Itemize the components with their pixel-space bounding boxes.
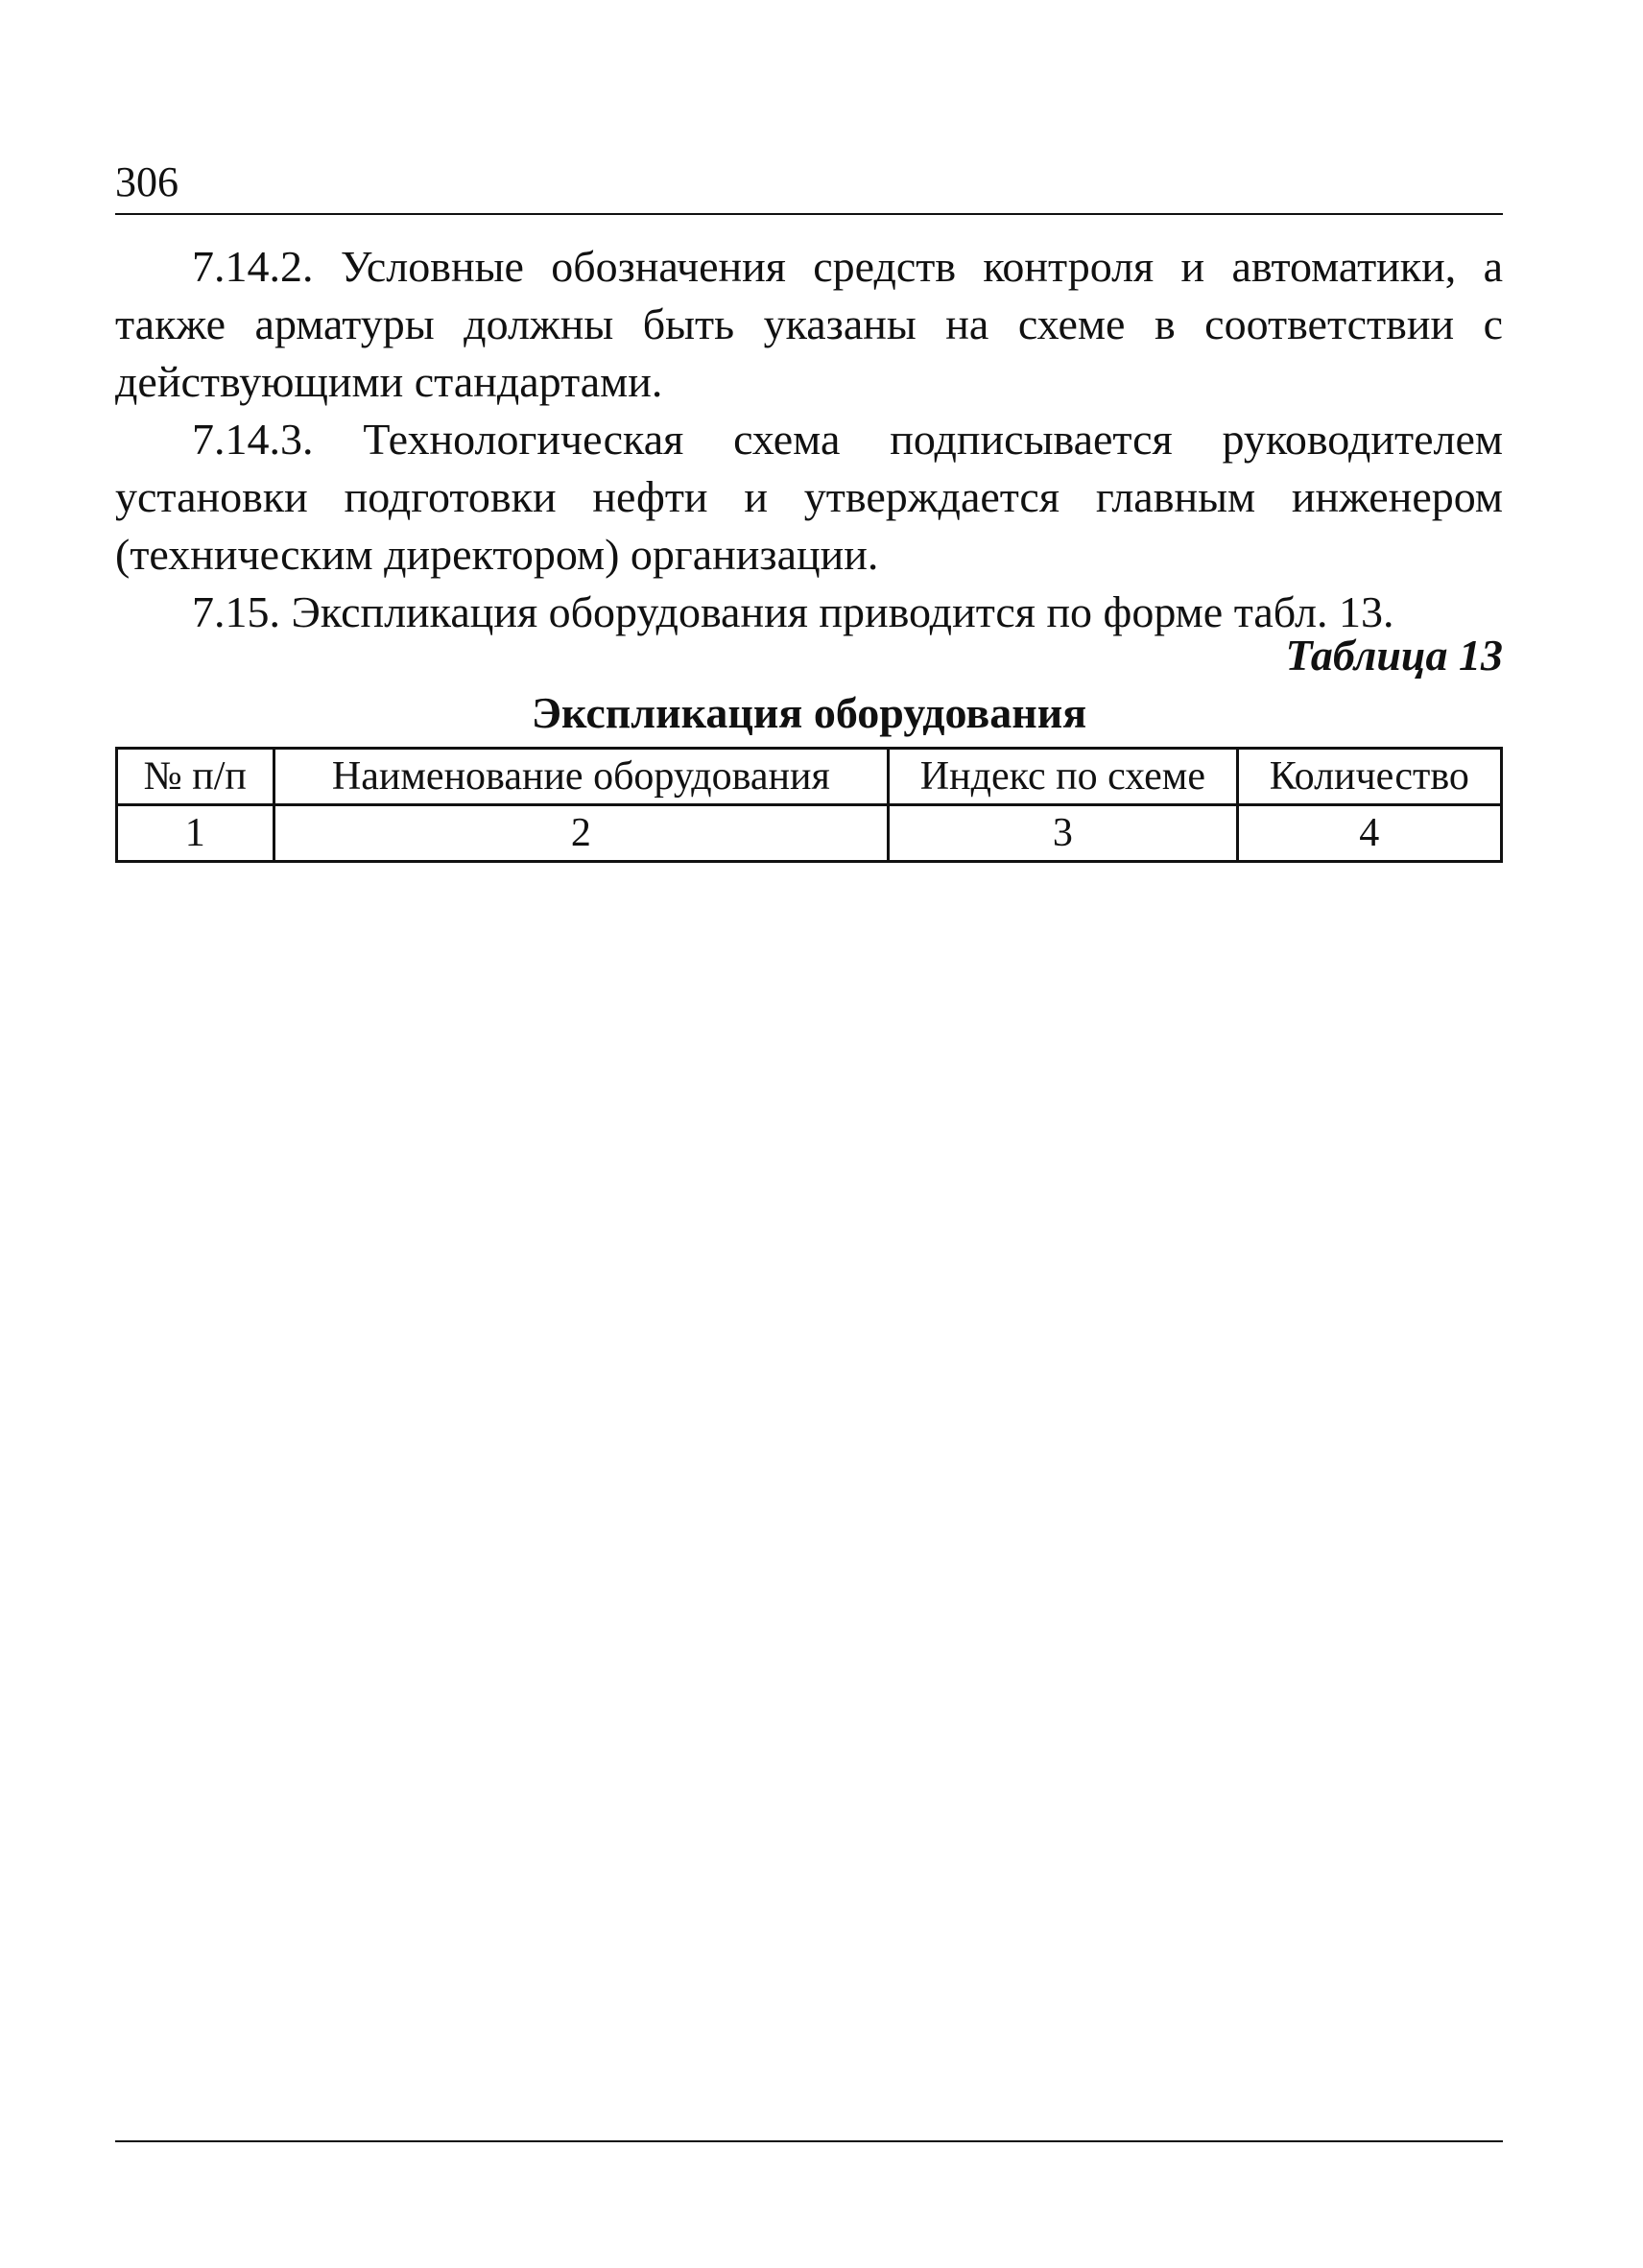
table-cell: 1: [117, 805, 274, 862]
explication-table: [115, 747, 1503, 863]
paragraph-7-14-3: 7.14.3. Технологическая схема подписывается руководителем установки подготовки нефти и утверждается главным инженером (техническим директором) организации.: [115, 415, 1503, 579]
header-cell-quantity: Количество: [1237, 749, 1501, 805]
paragraph-7-15: 7.15. Экспликация оборудования приводится по форме табл. 13.: [192, 587, 1394, 636]
table-header-row: [117, 749, 1502, 805]
paragraph-7-14-2: 7.14.2. Условные обозначения средств контроля и автоматики, а также арматуры должны быть указаны на схеме в соответствии с действующими стандартами.: [115, 242, 1503, 406]
page-number: 306: [115, 158, 179, 205]
footer-rule: [115, 2140, 1503, 2142]
body-text: [115, 238, 1503, 641]
table-title: Экспликация оборудования: [531, 688, 1087, 737]
table-cell: 4: [1237, 805, 1501, 862]
header-rule: [115, 213, 1503, 215]
table-label: Таблица 13: [1285, 631, 1503, 680]
header-cell-number: № п/п: [117, 749, 274, 805]
table-row: [117, 805, 1502, 862]
header-cell-equipment-name: Наименование оборудования: [274, 749, 889, 805]
table-cell: 3: [889, 805, 1237, 862]
header-cell-scheme-index: Индекс по схеме: [889, 749, 1237, 805]
table-cell: 2: [274, 805, 889, 862]
